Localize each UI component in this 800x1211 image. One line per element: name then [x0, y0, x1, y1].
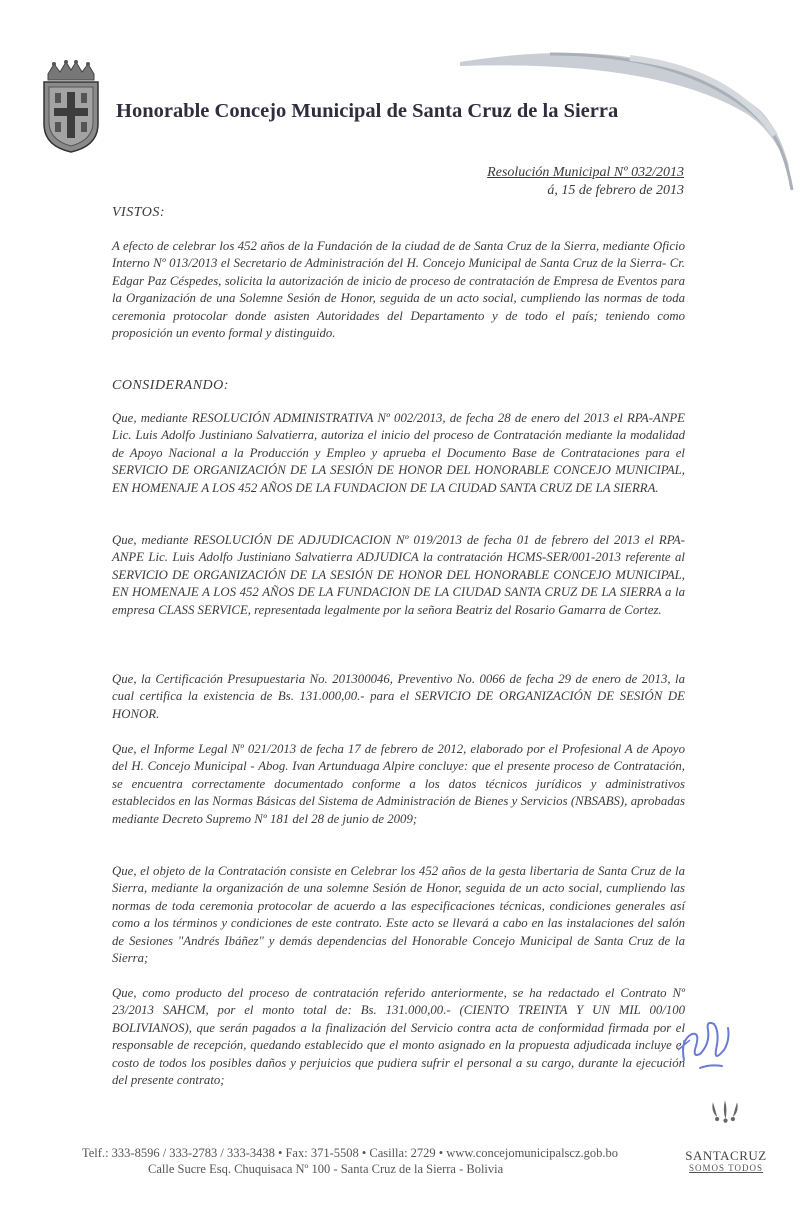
vistos-paragraph: A efecto de celebrar los 452 años de la Fundación de la ciudad de de Santa Cruz de la Sierra, mediante Oficio Interno Nº 013/2013 el Secretario de Administración del H. Concejo Municipal de Santa Cruz de la Sierra- Cr. Edgar Paz Céspedes, solicita la autorización de inicio de proceso de contratación de Empresa de Eventos para la Organización de una Solemne Sesión de Honor, seguida de un acto social, cumpliendo las normas de toda ceremonia protocolar donde asisten Autoridades del Departamento y de todo el país; teniendo como proposición un evento formal y distinguido. [112, 239, 685, 341]
logo-name: SANTACRUZ [685, 1148, 767, 1163]
organization-title: Honorable Concejo Municipal de Santa Cruz de la Sierra [116, 100, 619, 122]
considerando-paragraph-3: Que, la Certificación Presupuestaria No. 201300046, Preventivo No. 0066 de fecha 29 de enero de 2013, la cual certifica la existencia de Bs. 131.000,00.- para el SERVICIO DE ORGANIZACIÓN DE SESIÓN DE HONOR. [112, 672, 685, 721]
considerando-heading: CONSIDERANDO: [112, 378, 229, 393]
footer-address-line: Calle Sucre Esq. Chuquisaca Nº 100 - Santa Cruz de la Sierra - Bolivia [148, 1162, 504, 1176]
considerando-paragraph-1: Que, mediante RESOLUCIÓN ADMINISTRATIVA Nº 002/2013, de fecha 28 de enero del 2013 el RPA-ANPE Lic. Luis Adolfo Justiniano Salvatierra, autoriza el inicio del proceso de Contratación mediante la modalidad de Apoyo Nacional a la Producción y Empleo y aprueba el Documento Base de Contrataciones para el SERVICIO DE ORGANIZACIÓN DE LA SESIÓN DE HONOR DEL HONORABLE CONCEJO MUNICIPAL, EN HOMENAJE A LOS 452 AÑOS DE LA FUNDACION DE LA CIUDAD SANTA CRUZ DE LA SIERRA. [112, 411, 685, 495]
considerando-paragraph-5: Que, el objeto de la Contratación consiste en Celebrar los 452 años de la gesta libertaria de Santa Cruz de la Sierra, mediante la organización de una solemne Sesión de Honor, seguida de un acto social, cumpliendo las normas de toda ceremonia protocolar de acuerdo a las especificaciones técnicas, condiciones generales así como a los términos y condiciones de este contrato. Este acto se llevará a cabo en las instalaciones del salón de Sesiones "Andrés Ibáñez" y demás dependencias del Honorable Concejo Municipal de Santa Cruz de la Sierra; [112, 864, 685, 966]
logo-tagline: SOMOS TODOS [689, 1163, 763, 1173]
considerando-paragraph-6: Que, como producto del proceso de contratación referido anteriormente, se ha redactado el Contrato Nº 23/2013 SAHCM, por el monto total de: Bs. 131.000,00.- (CIENTO TREINTA Y UN MIL 00/100 BOLIVIANOS), que serán pagados a la finalización del Servicio contra acta de conformidad firmada por el responsable de recepción, quedando establecido que el monto asignado en la propuesta adjudicada incluye el costo de todos los posibles daños y perjuicios que pudiera sufrir el personal a su cargo, durante la ejecución del presente contrato; [112, 986, 685, 1088]
vistos-heading: VISTOS: [112, 205, 166, 220]
handwritten-signature [670, 1010, 740, 1080]
resolution-date: á, 15 de febrero de 2013 [547, 183, 684, 198]
considerando-paragraph-2: Que, mediante RESOLUCIÓN DE ADJUDICACION Nº 019/2013 de fecha 01 de febrero del 2013 el RPA-ANPE Lic. Luis Adolfo Justiniano Salvatierra ADJUDICA la contratación HCMS-SER/001-2013 referente al SERVICIO DE ORGANIZACIÓN DE LA SESIÓN DE HONOR DEL HONORABLE CONCEJO MUNICIPAL, EN HOMENAJE A LOS 452 AÑOS DE LA FUNDACION DE LA CIUDAD SANTA CRUZ DE LA SIERRA a la empresa CLASS SERVICE, representada legalmente por la señora Beatriz del Rosario Gamarra de Cortez. [112, 533, 685, 617]
considerando-paragraph-4: Que, el Informe Legal Nº 021/2013 de fecha 17 de febrero de 2012, elaborado por el Profesional A de Apoyo del H. Concejo Municipal - Abog. Ivan Artunduaga Alpire concluye: que el presente proceso de Contratación, se encuentra correctamente documentado conforme a los datos técnicos jurídicos y administrativos establecidos en las Normas Básicas del Sistema de Administración de Bienes y Servicios (NBSABS), aprobadas mediante Decreto Supremo Nº 181 del 28 de junio de 2009; [112, 742, 685, 826]
footer-contact-line: Telf.: 333-8596 / 333-2783 / 333-3438 • Fax: 371-5508 • Casilla: 2729 • www.concejomunicipalscz.gob.bo [82, 1146, 619, 1160]
resolution-number: Resolución Municipal Nº 032/2013 [487, 165, 684, 180]
santa-cruz-logo-icon [680, 1098, 770, 1148]
coat-of-arms-icon [40, 60, 102, 154]
resolution-reference [487, 164, 684, 200]
